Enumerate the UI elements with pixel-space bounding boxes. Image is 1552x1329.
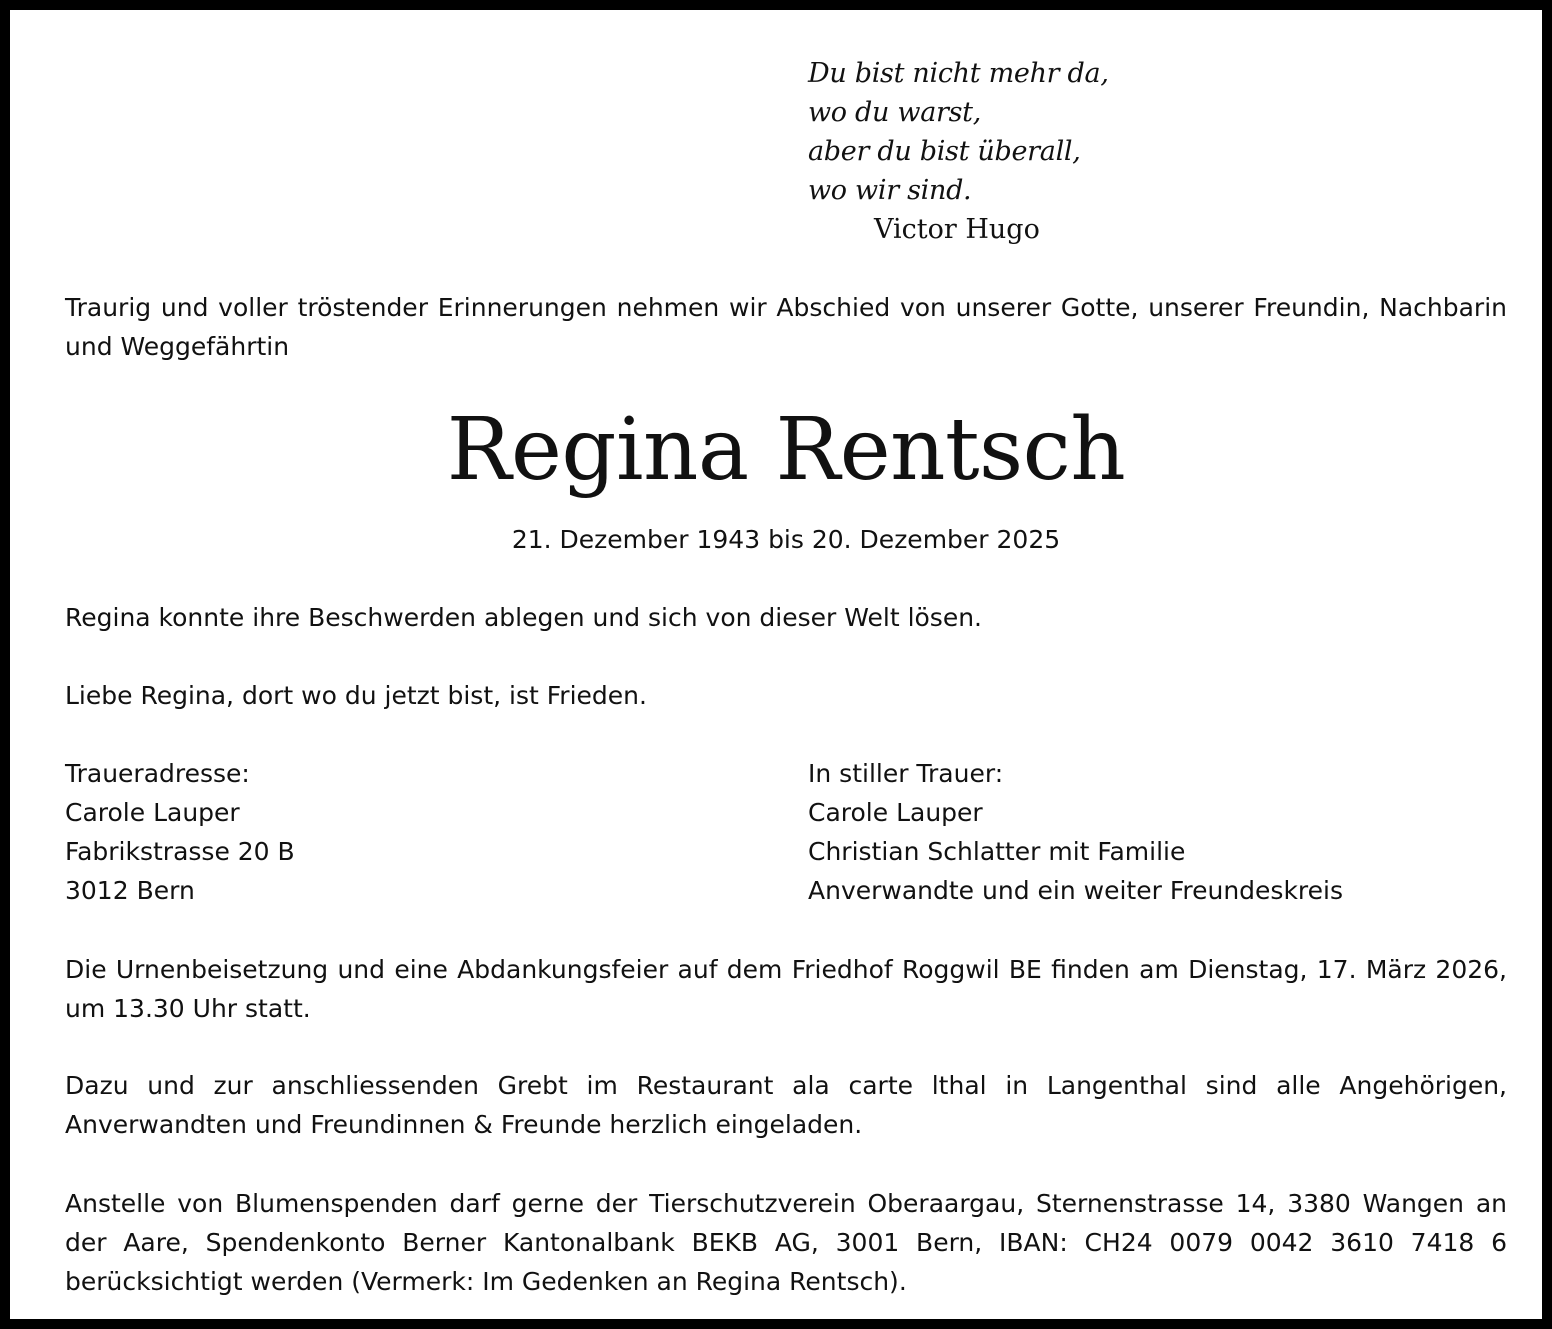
quote-line: wo du warst, — [808, 97, 982, 128]
address-line: Carole Lauper — [65, 798, 240, 827]
deceased-name: Regina Rentsch — [446, 400, 1126, 500]
message-release: Regina konnte ihre Beschwerden ablegen und sich von dieser Welt lösen. — [65, 603, 983, 632]
address-heading: Traueradresse: — [65, 759, 250, 788]
mourning-address — [65, 754, 295, 910]
quote-line: Du bist nicht mehr da, — [808, 58, 1109, 89]
address-line: 3012 Bern — [65, 876, 195, 905]
invitation-text: Dazu und zur anschliessenden Grebt im Restaurant ala carte lthal in Langenthal sind alle Angehörigen, Anverwandten und Freundinnen & Freunde herzlich eingeladen. — [65, 1071, 1507, 1139]
quote-author: Victor Hugo — [874, 214, 1040, 245]
message-peace: Liebe Regina, dort wo du jetzt bist, ist Frieden. — [65, 681, 647, 710]
life-dates: 21. Dezember 1943 bis 20. Dezember 2025 — [511, 525, 1061, 554]
quote-block — [808, 54, 1109, 210]
donation-text: Anstelle von Blumenspenden darf gerne der Tierschutzverein Oberaargau, Sternenstrasse 14, 3380 Wangen an der Aare, Spendenkonto Berner Kantonalbank BEKB AG, 3001 Bern, IBAN: CH24 0079 0042 3610 7418 6 berücksichtigt werden (Vermerk: Im Gedenken an Regina Rentsch). — [65, 1189, 1507, 1296]
quote-line: aber du bist überall, — [808, 136, 1081, 167]
intro-text: Traurig und voller tröstender Erinnerungen nehmen wir Abschied von unserer Gotte, unserer Freundin, Nachbarin und Weggefährtin — [65, 293, 1507, 361]
address-line: Fabrikstrasse 20 B — [65, 837, 295, 866]
mourners-list — [808, 754, 1343, 910]
ceremony-text: Die Urnenbeisetzung und eine Abdankungsfeier auf dem Friedhof Roggwil BE finden am Dienstag, 17. März 2026, um 13.30 Uhr statt. — [65, 955, 1507, 1023]
mourner-line: Anverwandte und ein weiter Freundeskreis — [808, 876, 1344, 905]
mourner-line: Christian Schlatter mit Familie — [808, 837, 1186, 866]
mourners-heading: In stiller Trauer: — [808, 759, 1004, 788]
quote-line: wo wir sind. — [808, 175, 972, 206]
mourner-line: Carole Lauper — [808, 798, 983, 827]
